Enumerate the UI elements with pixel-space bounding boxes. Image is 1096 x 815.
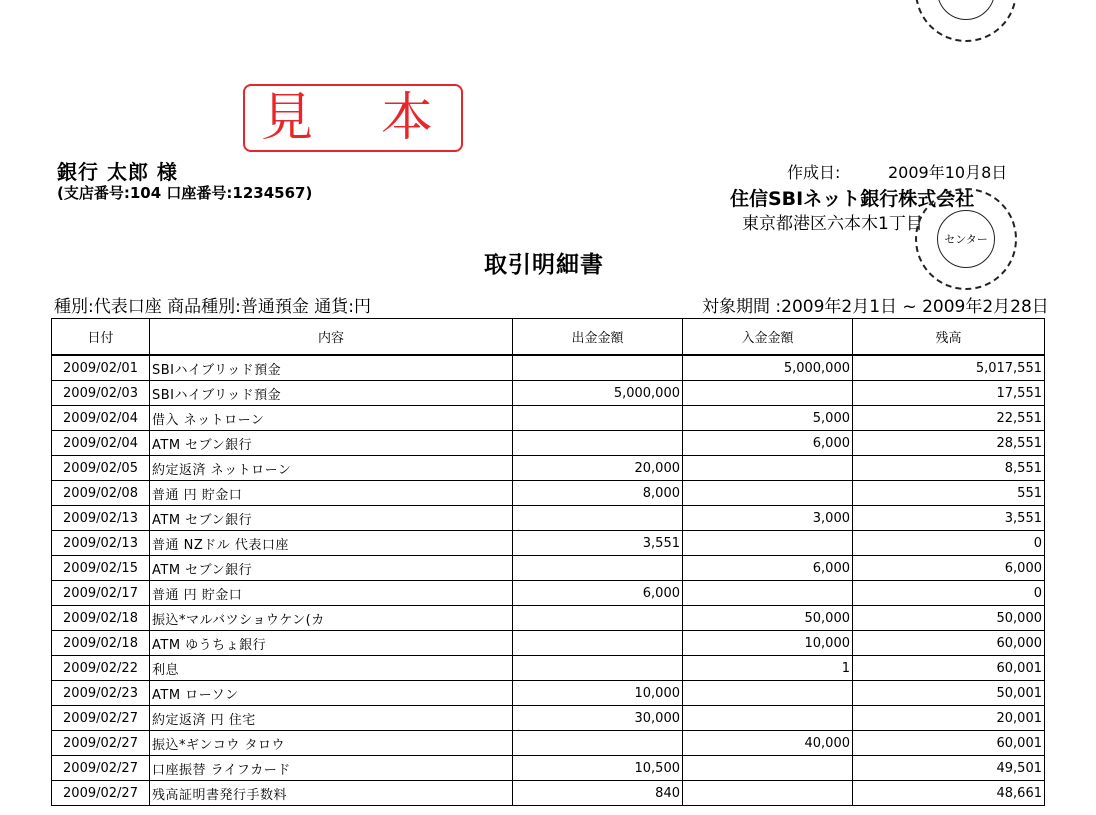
sample-stamp-char-1: 見 (261, 88, 314, 148)
cell-withdrawal (513, 556, 683, 581)
cell-withdrawal: 10,500 (513, 756, 683, 781)
cell-date: 2009/02/23 (52, 681, 150, 706)
cell-description: ATM セブン銀行 (150, 431, 513, 456)
cell-withdrawal (513, 606, 683, 631)
table-row (52, 556, 1045, 581)
cell-date: 2009/02/15 (52, 556, 150, 581)
created-date-value: 2009年10月8日 (888, 163, 1008, 182)
cell-date: 2009/02/27 (52, 781, 150, 806)
cell-description: SBIハイブリッド預金 (150, 381, 513, 406)
cell-balance: 50,000 (853, 606, 1045, 631)
cell-date: 2009/02/01 (52, 355, 150, 381)
cell-balance: 50,001 (853, 681, 1045, 706)
cell-withdrawal: 840 (513, 781, 683, 806)
cell-date: 2009/02/22 (52, 656, 150, 681)
cell-deposit (683, 381, 853, 406)
cell-description: 借入 ネットローン (150, 406, 513, 431)
cell-deposit (683, 531, 853, 556)
cell-deposit: 1 (683, 656, 853, 681)
cell-date: 2009/02/17 (52, 581, 150, 606)
cell-description: ATM セブン銀行 (150, 506, 513, 531)
customer-name: 銀行 太郎 様 (57, 160, 178, 184)
created-date-label: 作成日: (787, 163, 841, 182)
cell-description: ATM セブン銀行 (150, 556, 513, 581)
cell-balance: 6,000 (853, 556, 1045, 581)
cell-deposit: 5,000 (683, 406, 853, 431)
table-row (52, 456, 1045, 481)
table-row (52, 681, 1045, 706)
cell-date: 2009/02/08 (52, 481, 150, 506)
cell-deposit: 50,000 (683, 606, 853, 631)
cell-date: 2009/02/27 (52, 731, 150, 756)
cell-deposit (683, 581, 853, 606)
cell-description: 普通 円 貯金口 (150, 481, 513, 506)
header-description: 内容 (150, 319, 513, 356)
cell-withdrawal (513, 406, 683, 431)
cell-date: 2009/02/13 (52, 531, 150, 556)
cell-balance: 49,501 (853, 756, 1045, 781)
bank-seal-center (937, 210, 995, 268)
cell-date: 2009/02/27 (52, 706, 150, 731)
cell-deposit (683, 706, 853, 731)
cell-withdrawal (513, 731, 683, 756)
cell-withdrawal: 30,000 (513, 706, 683, 731)
transaction-rows (52, 355, 1045, 806)
cell-balance: 3,551 (853, 506, 1045, 531)
cell-withdrawal (513, 355, 683, 381)
cell-deposit: 6,000 (683, 556, 853, 581)
cell-deposit (683, 481, 853, 506)
cell-description: 普通 円 貯金口 (150, 581, 513, 606)
cell-balance: 8,551 (853, 456, 1045, 481)
cell-description: 口座振替 ライフカード (150, 756, 513, 781)
cell-deposit (683, 456, 853, 481)
cell-description: 振込*ギンコウ タロウ (150, 731, 513, 756)
bank-address: 東京都港区六本木1丁目 (742, 214, 923, 234)
sample-stamp (243, 84, 463, 152)
table-row (52, 531, 1045, 556)
cell-description: 利息 (150, 656, 513, 681)
table-row (52, 381, 1045, 406)
cell-date: 2009/02/13 (52, 506, 150, 531)
cell-balance: 5,017,551 (853, 355, 1045, 381)
table-row (52, 506, 1045, 531)
account-type: 種別:代表口座 商品種別:普通預金 通貨:円 (54, 297, 371, 317)
table-row (52, 731, 1045, 756)
cell-deposit: 10,000 (683, 631, 853, 656)
cell-date: 2009/02/03 (52, 381, 150, 406)
cell-deposit: 5,000,000 (683, 355, 853, 381)
cell-balance: 17,551 (853, 381, 1045, 406)
cell-date: 2009/02/18 (52, 606, 150, 631)
cell-description: 残高証明書発行手数料 (150, 781, 513, 806)
cell-withdrawal: 6,000 (513, 581, 683, 606)
table-header-row (52, 319, 1045, 356)
cell-balance: 551 (853, 481, 1045, 506)
cell-description: ATM ローソン (150, 681, 513, 706)
cell-deposit: 3,000 (683, 506, 853, 531)
cell-balance: 20,001 (853, 706, 1045, 731)
cell-balance: 22,551 (853, 406, 1045, 431)
cell-balance: 60,001 (853, 656, 1045, 681)
cell-description: SBIハイブリッド預金 (150, 355, 513, 381)
cell-balance: 0 (853, 581, 1045, 606)
cell-deposit (683, 681, 853, 706)
cell-balance: 0 (853, 531, 1045, 556)
cell-description: 約定返済 円 住宅 (150, 706, 513, 731)
bank-seal-top-center (937, 0, 995, 20)
cell-date: 2009/02/18 (52, 631, 150, 656)
header-withdrawal: 出金金額 (513, 319, 683, 356)
cell-balance: 28,551 (853, 431, 1045, 456)
table-row (52, 706, 1045, 731)
statement-period: 対象期間 :2009年2月1日 ~ 2009年2月28日 (702, 297, 1049, 317)
header-deposit: 入金金額 (683, 319, 853, 356)
cell-date: 2009/02/04 (52, 406, 150, 431)
cell-withdrawal: 10,000 (513, 681, 683, 706)
table-row (52, 406, 1045, 431)
bank-seal (915, 188, 1017, 290)
header-date: 日付 (52, 319, 150, 356)
cell-withdrawal: 8,000 (513, 481, 683, 506)
cell-withdrawal: 5,000,000 (513, 381, 683, 406)
seal-text: センター (944, 233, 988, 246)
cell-date: 2009/02/04 (52, 431, 150, 456)
cell-withdrawal (513, 506, 683, 531)
branch-account-number: (支店番号:104 口座番号:1234567) (57, 184, 313, 202)
cell-withdrawal (513, 631, 683, 656)
cell-description: ATM ゆうちょ銀行 (150, 631, 513, 656)
cell-deposit: 40,000 (683, 731, 853, 756)
cell-description: 普通 NZドル 代表口座 (150, 531, 513, 556)
cell-balance: 60,001 (853, 731, 1045, 756)
cell-deposit (683, 756, 853, 781)
cell-deposit: 6,000 (683, 431, 853, 456)
bank-seal-top (915, 0, 1017, 42)
table-row (52, 481, 1045, 506)
table-row (52, 756, 1045, 781)
table-row (52, 781, 1045, 806)
cell-withdrawal (513, 431, 683, 456)
table-row (52, 631, 1045, 656)
sample-stamp-char-2: 本 (380, 88, 433, 148)
table-row (52, 431, 1045, 456)
cell-withdrawal (513, 656, 683, 681)
table-row (52, 606, 1045, 631)
table-row (52, 656, 1045, 681)
transaction-table (51, 318, 1045, 806)
cell-deposit (683, 781, 853, 806)
cell-date: 2009/02/27 (52, 756, 150, 781)
header-balance: 残高 (853, 319, 1045, 356)
document-title: 取引明細書 (484, 252, 604, 278)
cell-date: 2009/02/05 (52, 456, 150, 481)
cell-withdrawal: 3,551 (513, 531, 683, 556)
bank-name: 住信SBIネット銀行株式会社 (730, 188, 975, 210)
cell-withdrawal: 20,000 (513, 456, 683, 481)
cell-description: 振込*マルバツショウケン(カ (150, 606, 513, 631)
table-row (52, 581, 1045, 606)
cell-balance: 48,661 (853, 781, 1045, 806)
cell-description: 約定返済 ネットローン (150, 456, 513, 481)
table-row (52, 355, 1045, 381)
cell-balance: 60,000 (853, 631, 1045, 656)
